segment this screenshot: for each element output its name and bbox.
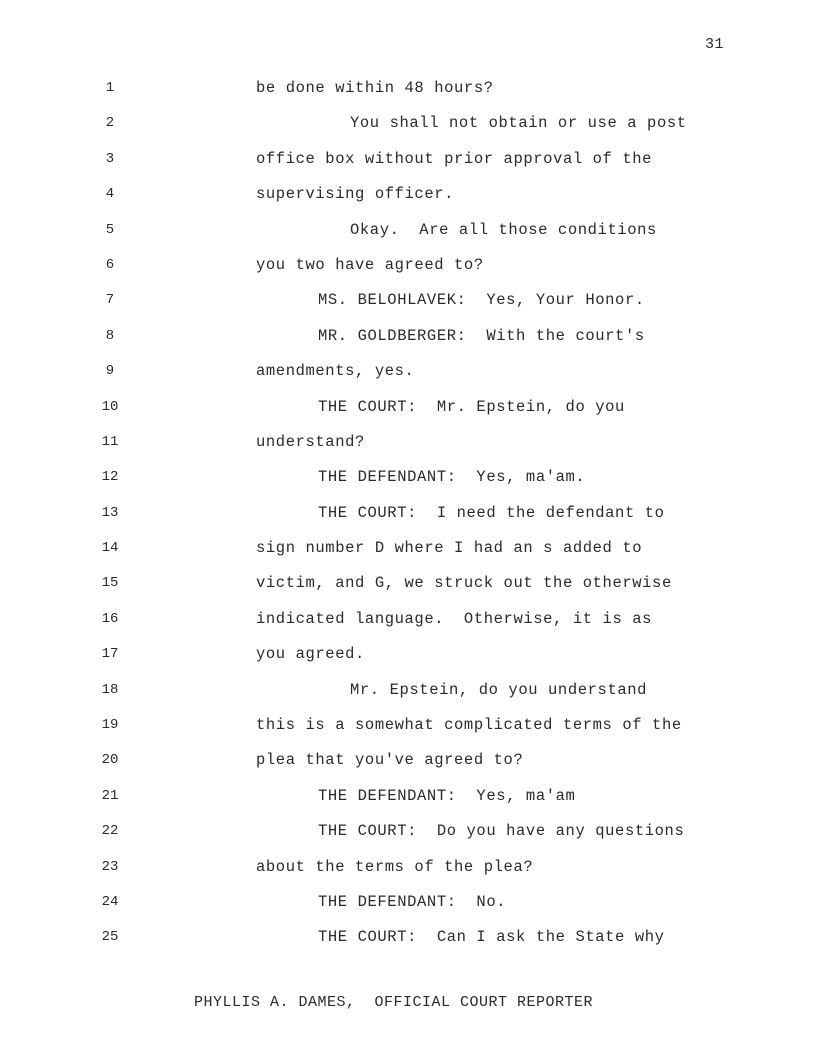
transcript-line (0, 395, 816, 430)
line-text: THE COURT: Mr. Epstein, do you (318, 397, 625, 416)
line-number: 17 (101, 646, 119, 663)
line-text: amendments, yes. (256, 362, 415, 381)
line-text: victim, and G, we struck out the otherwise (256, 574, 672, 593)
line-text: THE COURT: I need the defendant to (318, 503, 665, 522)
transcript-line (0, 76, 816, 111)
line-text: you agreed. (256, 645, 365, 664)
transcript-line (0, 465, 816, 500)
transcript-line (0, 430, 816, 465)
line-text: this is a somewhat complicated terms of the (256, 716, 682, 735)
transcript-lines (0, 76, 816, 961)
line-text: be done within 48 hours? (256, 79, 494, 97)
line-number: 6 (105, 256, 115, 273)
line-text: sign number D where I had an s added to (256, 539, 643, 558)
transcript-line (0, 288, 816, 323)
line-number: 7 (105, 292, 115, 309)
line-number: 2 (105, 115, 115, 132)
line-number: 14 (101, 540, 119, 557)
line-text: Mr. Epstein, do you understand (350, 680, 648, 699)
line-text: plea that you've agreed to? (256, 751, 524, 770)
transcript-line (0, 571, 816, 606)
line-number: 21 (101, 787, 119, 804)
transcript-line (0, 713, 816, 748)
line-text: office box without prior approval of the (256, 149, 653, 168)
line-number: 15 (101, 575, 119, 592)
line-text: THE COURT: Do you have any questions (318, 822, 685, 841)
page-number: 31 (704, 36, 724, 53)
line-text: Okay. Are all those conditions (350, 220, 657, 239)
line-text: understand? (256, 432, 365, 451)
line-number: 10 (101, 398, 119, 415)
transcript-line (0, 890, 816, 925)
transcript-line (0, 324, 816, 359)
line-number: 23 (101, 858, 119, 875)
transcript-line (0, 748, 816, 783)
line-number: 9 (105, 363, 115, 380)
transcript-line (0, 501, 816, 536)
transcript-line (0, 855, 816, 890)
line-text: THE COURT: Can I ask the State why (318, 928, 665, 947)
transcript-line (0, 925, 816, 960)
transcript-line (0, 678, 816, 713)
line-number: 24 (101, 893, 119, 910)
transcript-line (0, 147, 816, 182)
line-text: THE DEFENDANT: No. (318, 892, 507, 911)
line-number: 11 (101, 433, 119, 450)
line-text: indicated language. Otherwise, it is as (256, 609, 653, 628)
line-number: 20 (101, 752, 119, 769)
line-number: 8 (105, 327, 115, 344)
line-number: 13 (101, 504, 119, 521)
line-text: THE DEFENDANT: Yes, ma'am (318, 786, 576, 805)
transcript-line (0, 182, 816, 217)
transcript-line (0, 253, 816, 288)
line-number: 1 (105, 80, 115, 96)
transcript-line (0, 359, 816, 394)
transcript-line (0, 819, 816, 854)
line-text: MR. GOLDBERGER: With the court's (318, 326, 645, 345)
court-reporter-footer: PHYLLIS A. DAMES, OFFICIAL COURT REPORTER (194, 994, 594, 1011)
transcript-line (0, 218, 816, 253)
line-number: 25 (101, 929, 119, 946)
line-number: 5 (105, 221, 115, 238)
line-number: 22 (101, 823, 119, 840)
line-number: 19 (101, 717, 119, 734)
line-text: you two have agreed to? (256, 255, 484, 274)
line-number: 12 (101, 469, 119, 486)
line-text: supervising officer. (256, 185, 455, 204)
line-number: 4 (105, 186, 115, 203)
transcript-line (0, 784, 816, 819)
line-number: 3 (105, 150, 115, 167)
line-text: MS. BELOHLAVEK: Yes, Your Honor. (318, 291, 645, 310)
transcript-line (0, 642, 816, 677)
line-text: You shall not obtain or use a post (350, 114, 687, 133)
line-number: 18 (101, 681, 119, 698)
transcript-line (0, 111, 816, 146)
transcript-line (0, 536, 816, 571)
line-text: THE DEFENDANT: Yes, ma'am. (318, 468, 586, 487)
line-text: about the terms of the plea? (256, 857, 534, 876)
line-number: 16 (101, 610, 119, 627)
transcript-line (0, 607, 816, 642)
